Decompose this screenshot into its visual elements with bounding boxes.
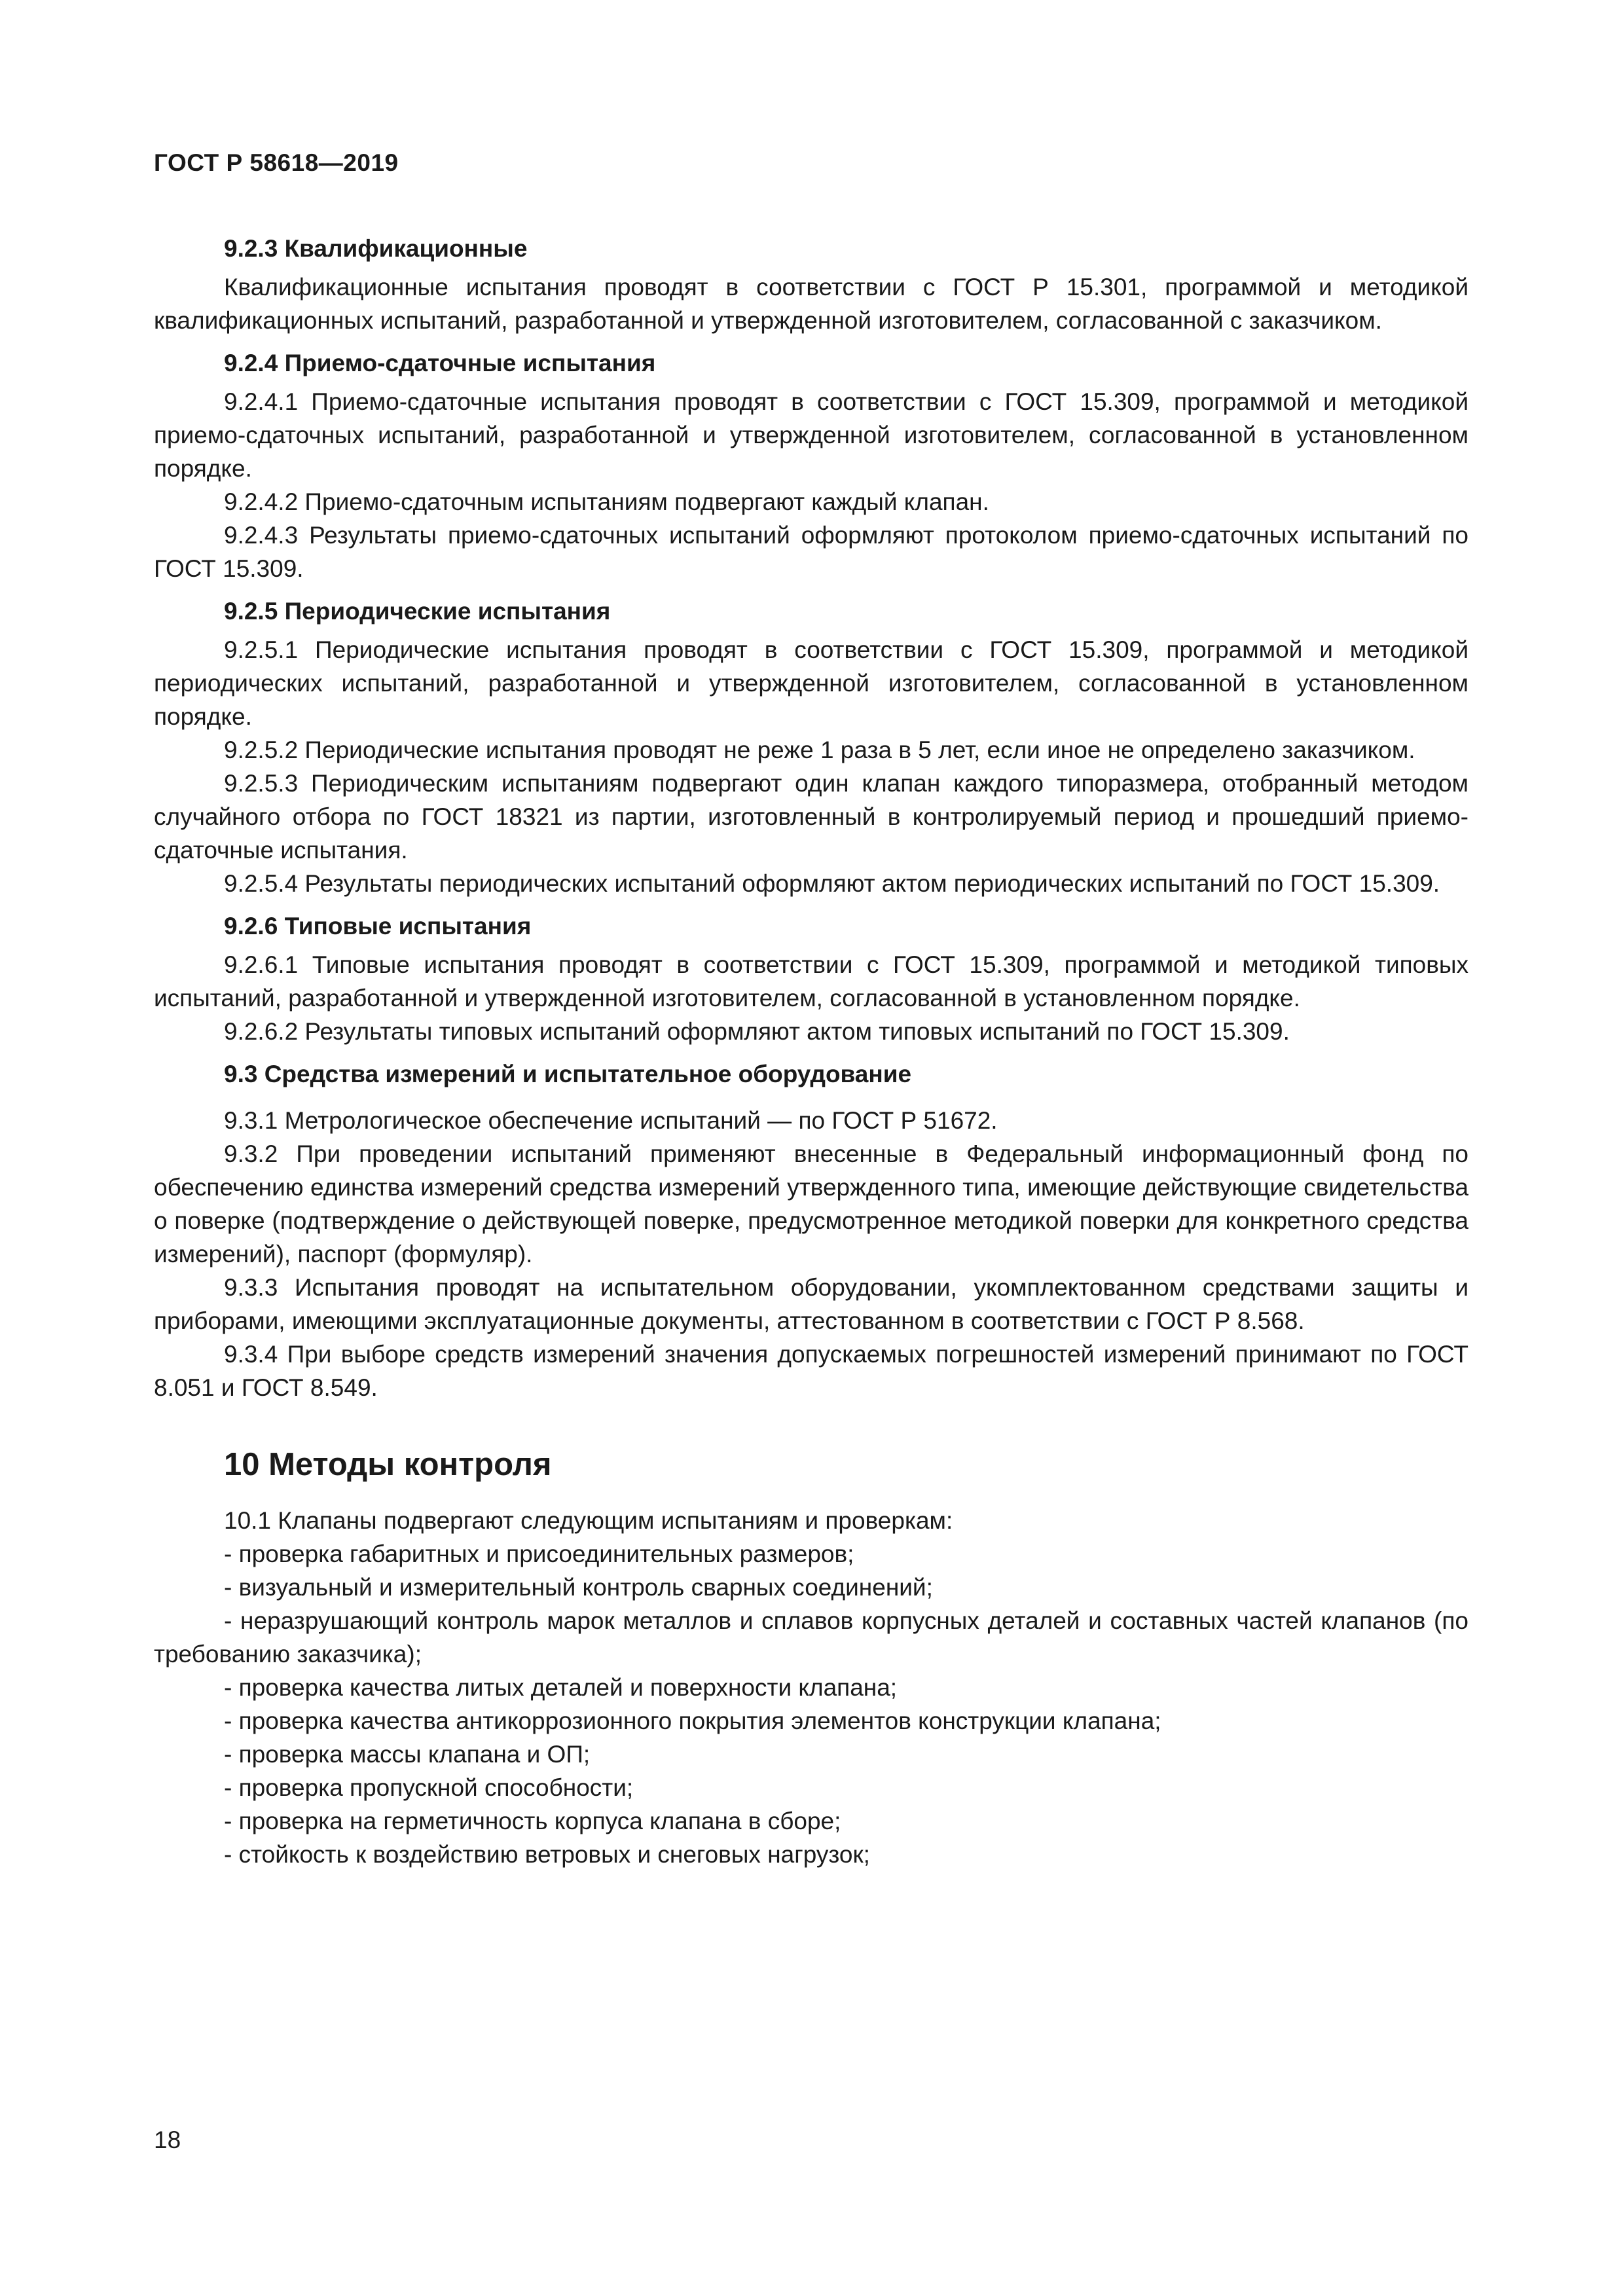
spacer (154, 1096, 1468, 1104)
subsection-heading-9-2-6: 9.2.6 Типовые испытания (224, 913, 532, 939)
list-item: - проверка качества литых деталей и поверхности клапана; (224, 1674, 898, 1701)
paragraph-9-2-3: Квалификационные испытания проводят в соответствии с ГОСТ Р 15.301, программой и методикой квалификационных испытаний, разработанной и утвержденной изготовителем, согласованной с заказчиком. (154, 274, 1468, 334)
page-number: 18 (154, 2126, 181, 2153)
list-item: - проверка качества антикоррозионного покрытия элементов конструкции клапана; (224, 1707, 1161, 1734)
paragraph-9-2-5-3: 9.2.5.3 Периодическим испытаниям подвергают один клапан каждого типоразмера, отобранный методом случайного отбора по ГОСТ 18321 из партии, изготовленный в контролируемый период и прошедший приемо-сдаточные испытания. (154, 770, 1468, 864)
paragraph-9-3-3: 9.3.3 Испытания проводят на испытательном оборудовании, укомплектованном средствами защиты и приборами, имеющими эксплуатационные документы, аттестованном в соответствии с ГОСТ Р 8.568. (154, 1274, 1468, 1334)
paragraph-9-2-5-2: 9.2.5.2 Периодические испытания проводят не реже 1 раза в 5 лет, если иное не определено заказчиком. (224, 737, 1415, 763)
paragraph-9-2-5-1: 9.2.5.1 Периодические испытания проводят в соответствии с ГОСТ 15.309, программой и методикой периодических испытаний, разработанной и утвержденной изготовителем, согласованной в установленном порядке. (154, 636, 1468, 730)
paragraph-9-2-4-1: 9.2.4.1 Приемо-сдаточные испытания проводят в соответствии с ГОСТ 15.309, программой и методикой приемо-сдаточных испытаний, разработанной и утвержденной изготовителем, согласованной в установленном порядке. (154, 388, 1468, 482)
list-item: - проверка габаритных и присоединительных размеров; (224, 1540, 854, 1567)
subsection-heading-9-2-4: 9.2.4 Приемо-сдаточные испытания (224, 350, 656, 376)
subsection-heading-9-2-5: 9.2.5 Периодические испытания (224, 598, 611, 625)
paragraph-9-3-1: 9.3.1 Метрологическое обеспечение испытаний — по ГОСТ Р 51672. (224, 1107, 998, 1134)
list-item: - проверка массы клапана и ОП; (224, 1741, 591, 1768)
paragraph-9-2-6-2: 9.2.6.2 Результаты типовых испытаний оформляют актом типовых испытаний по ГОСТ 15.309. (224, 1018, 1290, 1045)
paragraph-9-3-4: 9.3.4 При выборе средств измерений значения допускаемых погрешностей измерений принимают по ГОСТ 8.051 и ГОСТ 8.549. (154, 1341, 1468, 1401)
subsection-heading-9-3: 9.3 Средства измерений и испытательное оборудование (224, 1061, 912, 1087)
list-item: - проверка на герметичность корпуса клапана в сборе; (224, 1808, 841, 1834)
paragraph-9-2-4-3: 9.2.4.3 Результаты приемо-сдаточных испытаний оформляют протоколом приемо-сдаточных испытаний по ГОСТ 15.309. (154, 522, 1468, 582)
page-body (154, 223, 1468, 1871)
paragraph-9-2-6-1: 9.2.6.1 Типовые испытания проводят в соответствии с ГОСТ 15.309, программой и методикой типовых испытаний, разработанной и утвержденной изготовителем, согласованной в установленном порядке. (154, 951, 1468, 1011)
paragraph-9-2-5-4: 9.2.5.4 Результаты периодических испытаний оформляют актом периодических испытаний по ГОСТ 15.309. (224, 870, 1440, 897)
paragraph-10-1: 10.1 Клапаны подвергают следующим испытаниям и проверкам: (224, 1507, 953, 1534)
paragraph-9-3-2: 9.3.2 При проведении испытаний применяют внесенные в Федеральный информационный фонд по обеспечению единства измерений средства измерений утвержденного типа, имеющие действующие свидетельства о поверке (подтверждение о действующей поверке, предусмотренное методикой поверки для конкретного средства измерений), паспорт (формуляр). (154, 1140, 1468, 1267)
list-item: - неразрушающий контроль марок металлов и сплавов корпусных деталей и составных частей клапанов (по требованию заказчика); (154, 1607, 1468, 1667)
section-heading-10: 10 Методы контроля (224, 1447, 552, 1482)
document-code: ГОСТ Р 58618—2019 (154, 149, 399, 176)
list-item: - стойкость к воздействию ветровых и снеговых нагрузок; (224, 1841, 870, 1868)
subsection-heading-9-2-3: 9.2.3 Квалификационные (224, 235, 528, 262)
list-item: - визуальный и измерительный контроль сварных соединений; (224, 1574, 933, 1601)
list-item: - проверка пропускной способности; (224, 1774, 634, 1801)
paragraph-9-2-4-2: 9.2.4.2 Приемо-сдаточным испытаниям подвергают каждый клапан. (224, 488, 989, 515)
